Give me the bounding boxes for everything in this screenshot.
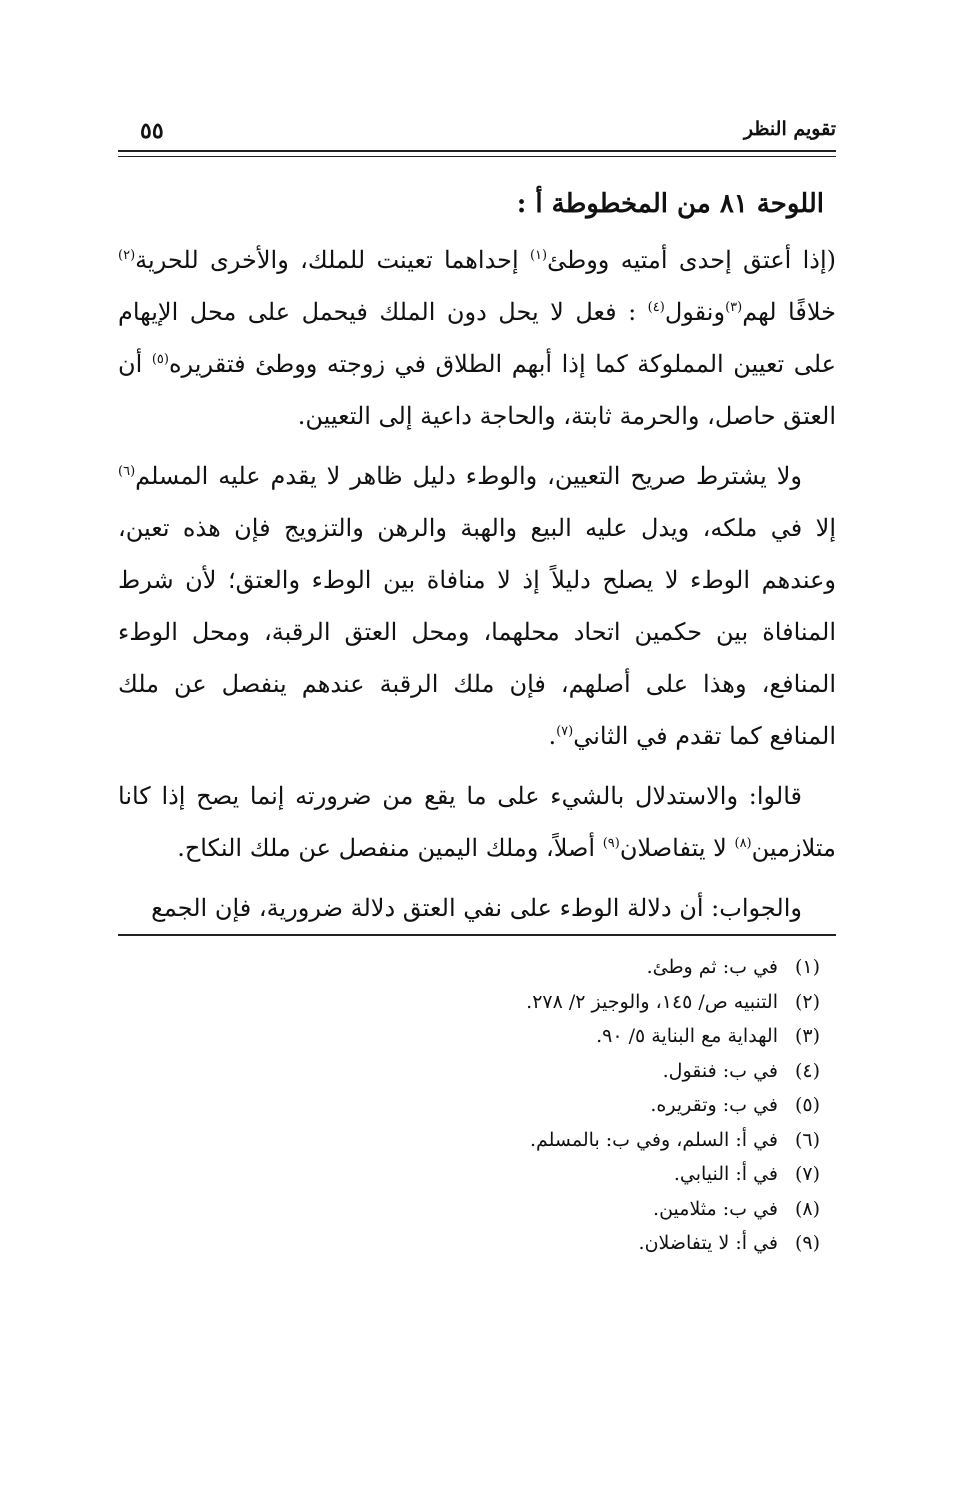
footnote-marker: (٦) bbox=[118, 464, 136, 479]
footnote-marker: (٨) bbox=[734, 836, 752, 851]
footnote-text: في ب: فنقول. bbox=[662, 1059, 778, 1082]
running-title: تقويم النظر bbox=[743, 118, 836, 140]
text-run: خلافًا لهم bbox=[742, 298, 836, 326]
footnote-number: (٤) bbox=[794, 1059, 820, 1082]
footnote bbox=[118, 985, 836, 1020]
footnote-text: في أ: النيابي. bbox=[673, 1163, 778, 1185]
paragraph bbox=[118, 450, 836, 762]
footnote-separator bbox=[118, 934, 836, 936]
footnote-marker: (٥) bbox=[151, 352, 169, 367]
text-run: أصلاً، وملك اليمين منفصل عن ملك النكاح. bbox=[177, 834, 603, 862]
footnote-number: (٣) bbox=[794, 1025, 820, 1047]
section-heading: اللوحة ٨١ من المخطوطة أ : bbox=[516, 189, 824, 219]
footnote-number: (٦) bbox=[794, 1128, 820, 1151]
text-run: قالوا: والاستدلال بالشيء على ما يقع من ضرورته إنما يصح إذا كانا متلازمين bbox=[118, 782, 836, 862]
footnote-text: في ب: وتقريره. bbox=[650, 1094, 778, 1116]
footnote-marker: (٤) bbox=[647, 300, 665, 315]
footnote-number: (٨) bbox=[794, 1197, 820, 1220]
footnotes-list bbox=[118, 950, 836, 1261]
paragraph bbox=[118, 234, 836, 442]
footnote bbox=[118, 1123, 836, 1158]
paragraph bbox=[118, 882, 836, 934]
footnote-marker: (٧) bbox=[556, 724, 574, 739]
footnote-text: في ب: ثم وطئ. bbox=[646, 956, 778, 978]
footnote-number: (٩) bbox=[794, 1232, 820, 1254]
text-run: والجواب: أن دلالة الوطء على نفي العتق دلالة ضرورية، فإن الجمع bbox=[151, 894, 802, 922]
text-run: إلا في ملكه، ويدل عليه البيع والهبة والرهن والتزويج فإن هذه تعين، وعندهم الوطء لا يصلح دليلاً إذ لا منافاة بين الوطء والعتق؛ لأن شرط المنافاة بين حكمين اتحاد محلهما، ومحل العتق الرقبة، ومحل الوطء المنافع، وهذا على أصلهم، فإن ملك الرقبة عندهم ينفصل عن ملك المنافع كما تقدم في الثاني bbox=[118, 514, 836, 750]
text-run: أن العتق حاصل، والحرمة ثابتة، والحاجة داعية إلى التعيين. bbox=[118, 350, 836, 430]
text-run: . bbox=[548, 722, 557, 750]
text-run: ونقول bbox=[664, 298, 726, 326]
footnote-number: (٥) bbox=[794, 1094, 820, 1116]
page-header bbox=[118, 110, 836, 150]
footnote-marker: (١) bbox=[529, 248, 548, 263]
text-run: إحداهما تعينت للملك، والأخرى للحرية bbox=[135, 246, 530, 274]
footnote bbox=[118, 1192, 836, 1227]
paragraph bbox=[118, 770, 836, 874]
footnote bbox=[118, 950, 836, 985]
footnote bbox=[118, 1019, 836, 1054]
text-run: لا يتفاصلان bbox=[619, 834, 735, 862]
text-run: ولا يشترط صريح التعيين، والوطء دليل ظاهر لا يقدم عليه المسلم bbox=[135, 462, 802, 490]
footnote bbox=[118, 1088, 836, 1123]
header-rule-thick bbox=[118, 150, 836, 152]
footnote bbox=[118, 1157, 836, 1192]
footnote-text: الهداية مع البناية ٥/ ٩٠. bbox=[596, 1025, 778, 1047]
footnote-text: في أ: السلم، وفي ب: بالمسلم. bbox=[529, 1128, 778, 1151]
footnote bbox=[118, 1226, 836, 1261]
footnote-number: (٧) bbox=[794, 1163, 820, 1185]
footnote bbox=[118, 1054, 836, 1089]
footnote-number: (٢) bbox=[794, 990, 820, 1013]
footnote-marker: (٣) bbox=[725, 300, 743, 315]
text-run: (إذا أعتق إحدى أمتيه ووطئ bbox=[547, 246, 836, 274]
footnote-text: في ب: مثلامين. bbox=[653, 1197, 778, 1220]
page-number: ٥٥ bbox=[140, 118, 164, 144]
main-text bbox=[118, 178, 836, 942]
footnote-text: التنبيه ص/ ١٤٥، والوجيز ٢/ ٢٧٨. bbox=[526, 990, 778, 1013]
footnote-number: (١) bbox=[794, 956, 820, 978]
text-run: : فعل لا يحل دون الملك فيحمل على محل الإيهام على تعيين المملوكة كما إذا أبهم الطلاق في زوجته ووطئ فتقريره bbox=[118, 298, 837, 378]
footnote-text: في أ: لا يتفاضلان. bbox=[638, 1232, 778, 1254]
footnote-marker: (٩) bbox=[602, 836, 620, 851]
footnote-marker: (٢) bbox=[118, 248, 136, 263]
header-rule-thin bbox=[118, 156, 836, 157]
